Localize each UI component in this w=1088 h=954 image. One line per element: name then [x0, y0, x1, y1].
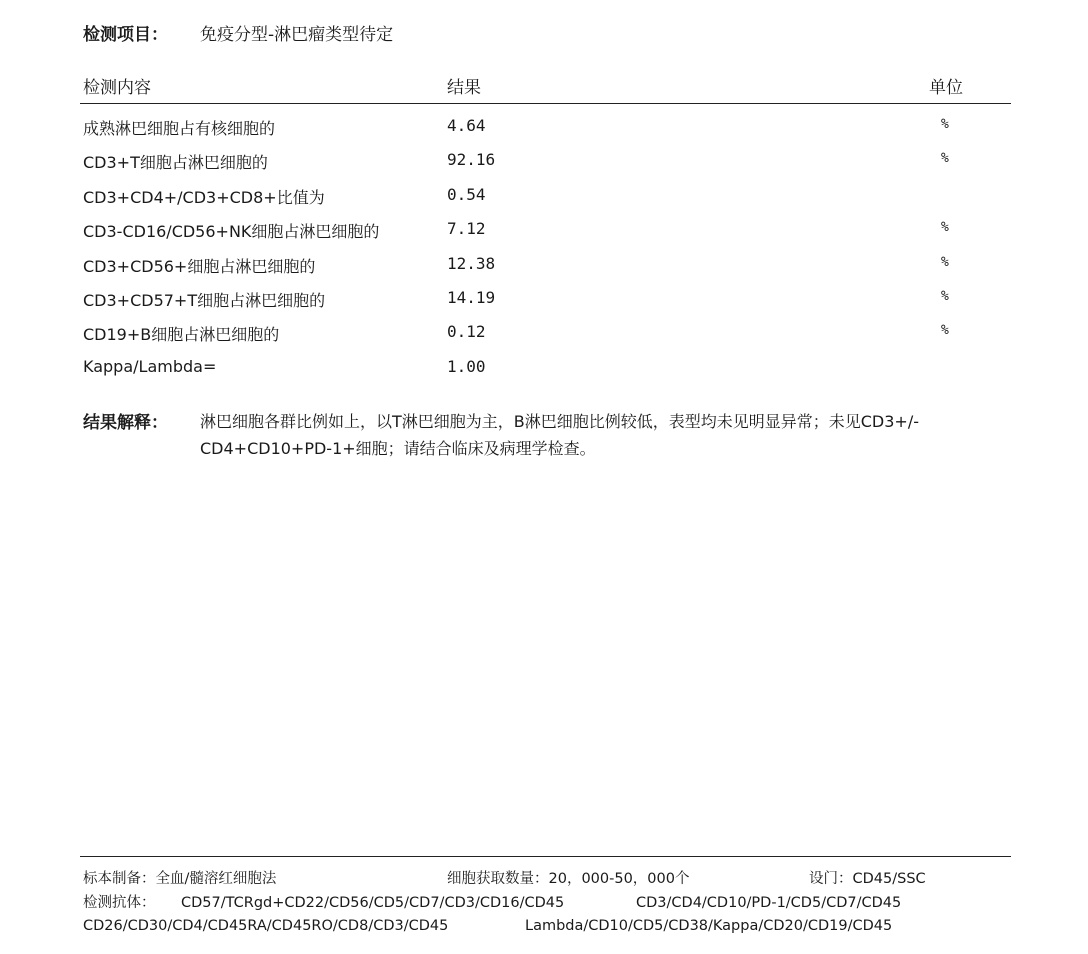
antibodies-label: 检测抗体：: [83, 894, 156, 911]
row-result: 14.19: [447, 287, 496, 307]
row-result: 1.00: [447, 356, 486, 376]
interpretation-label: 结果解释：: [83, 413, 168, 433]
row-item: CD3+CD4+/CD3+CD8+比值为: [83, 187, 325, 207]
column-header-content: 检测内容: [83, 78, 151, 98]
row-item: Kappa/Lambda=: [83, 356, 217, 376]
row-item: 成熟淋巴细胞占有核细胞的: [83, 119, 276, 138]
row-result: 4.64: [447, 116, 486, 135]
row-unit: %: [941, 254, 949, 270]
row-item: CD3-CD16/CD56+NK细胞占淋巴细胞的: [83, 222, 380, 242]
cell-count: 细胞获取数量：20，000-50，000个: [447, 871, 690, 887]
row-unit: %: [941, 220, 949, 236]
table-row: [0, 315, 1088, 349]
row-unit: %: [941, 323, 949, 339]
row-unit: %: [941, 151, 949, 167]
row-unit: %: [941, 117, 949, 132]
row-unit: %: [941, 288, 949, 304]
table-row: [0, 247, 1088, 281]
results-table: [0, 109, 1088, 384]
table-row: [0, 109, 1088, 143]
table-row: [0, 143, 1088, 177]
header-divider: [80, 103, 1011, 104]
column-header-unit: 单位: [929, 78, 963, 98]
table-row: [0, 350, 1088, 384]
table-row: [0, 212, 1088, 246]
test-item-value: 免疫分型-淋巴瘤类型待定: [200, 25, 394, 45]
footer-divider: [80, 856, 1011, 857]
row-item: CD3+CD56+细胞占淋巴细胞的: [83, 256, 316, 276]
row-result: 0.54: [447, 184, 486, 204]
column-header-result: 结果: [447, 78, 481, 98]
row-result: 12.38: [447, 253, 496, 273]
antibody-panel-4: Lambda/CD10/CD5/CD38/Kappa/CD20/CD19/CD45: [525, 918, 893, 934]
antibody-panel-3: CD26/CD30/CD4/CD45RA/CD45RO/CD8/CD3/CD45: [83, 918, 449, 934]
row-item: CD3+CD57+T细胞占淋巴细胞的: [83, 290, 326, 310]
antibody-panel-1: CD57/TCRgd+CD22/CD56/CD5/CD7/CD3/CD16/CD45: [181, 894, 565, 911]
row-result: 92.16: [447, 150, 496, 170]
gate-setting: 设门：CD45/SSC: [809, 871, 926, 887]
interpretation-text: 淋巴细胞各群比例如上，以T淋巴细胞为主，B淋巴细胞比例较低，表型均未见明显异常；未见CD3+/-CD4+CD10+PD-1+细胞；请结合临床及病理学检查。: [200, 412, 919, 458]
table-row: [0, 281, 1088, 315]
row-result: 0.12: [447, 322, 486, 342]
row-item: CD19+B细胞占淋巴细胞的: [83, 325, 280, 345]
row-item: CD3+T细胞占淋巴细胞的: [83, 153, 268, 173]
test-item-label: 检测项目：: [83, 25, 168, 45]
table-row: [0, 178, 1088, 212]
row-result: 7.12: [447, 219, 486, 239]
antibody-panel-2: CD3/CD4/CD10/PD-1/CD5/CD7/CD45: [636, 894, 902, 911]
specimen-prep: 标本制备：全血/髓溶红细胞法: [83, 871, 277, 887]
